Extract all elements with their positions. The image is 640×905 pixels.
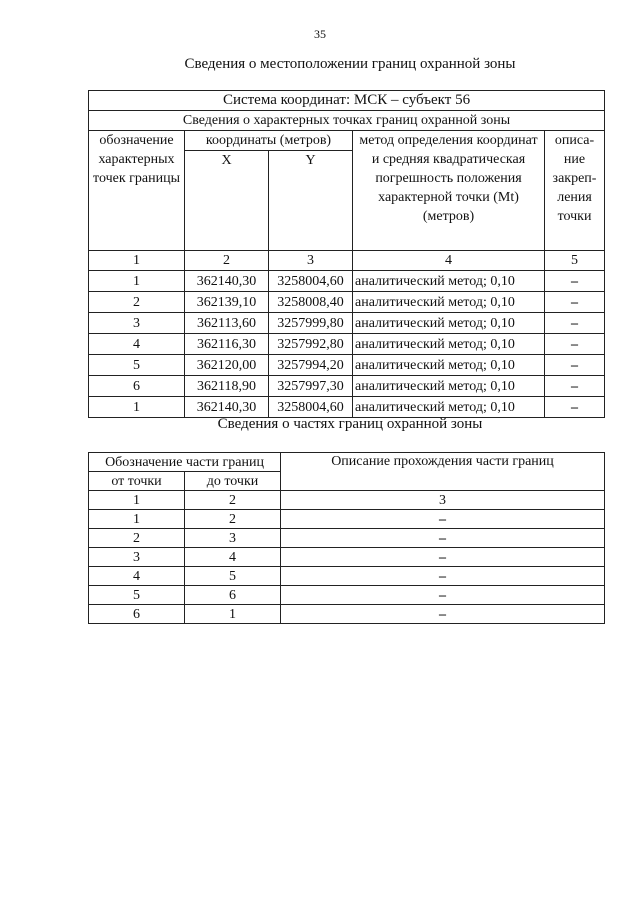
to-point: 6 — [185, 586, 281, 605]
to-point: 4 — [185, 548, 281, 567]
section-title-parts: Сведения о частях границ охранной зоны — [217, 416, 483, 432]
from-point: 1 — [89, 510, 185, 529]
table-row — [89, 548, 605, 567]
to-point: 2 — [185, 510, 281, 529]
column-number: 5 — [545, 251, 605, 271]
coord-y: 3257997,30 — [269, 376, 353, 397]
method-cell: аналитический метод; 0,10 — [353, 397, 545, 418]
description-cell: – — [545, 271, 605, 292]
to-point: 3 — [185, 529, 281, 548]
point-number: 1 — [89, 397, 185, 418]
table-row — [89, 292, 605, 313]
header-y: Y — [269, 151, 353, 251]
coord-x: 362116,30 — [185, 334, 269, 355]
column-number: 3 — [281, 491, 605, 510]
description-cell: – — [545, 292, 605, 313]
coord-x: 362140,30 — [185, 397, 269, 418]
table-row — [89, 605, 605, 624]
from-point: 5 — [89, 586, 185, 605]
table-row — [89, 376, 605, 397]
header-designation: Обозначение части границ — [89, 453, 281, 472]
point-number: 3 — [89, 313, 185, 334]
table-row — [89, 334, 605, 355]
coord-y: 3258004,60 — [269, 397, 353, 418]
header-method: метод определения координат и средняя квадратическая погрешность положения характерной точки (Mt) (метров) — [353, 131, 545, 251]
method-cell: аналитический метод; 0,10 — [353, 271, 545, 292]
to-point: 5 — [185, 567, 281, 586]
table-row — [89, 355, 605, 376]
method-cell: аналитический метод; 0,10 — [353, 376, 545, 397]
part-description: – — [281, 605, 605, 624]
coord-y: 3257994,20 — [269, 355, 353, 376]
header-part-description: Описание прохождения части границ — [281, 453, 605, 491]
table-row — [89, 529, 605, 548]
column-number: 1 — [89, 491, 185, 510]
method-cell: аналитический метод; 0,10 — [353, 355, 545, 376]
description-cell: – — [545, 376, 605, 397]
from-point: 3 — [89, 548, 185, 567]
description-cell: – — [545, 313, 605, 334]
table-row — [89, 271, 605, 292]
part-description: – — [281, 567, 605, 586]
coord-y: 3258004,60 — [269, 271, 353, 292]
column-number: 3 — [269, 251, 353, 271]
part-description: – — [281, 548, 605, 567]
header-to-point: до точки — [185, 472, 281, 491]
table-row — [89, 586, 605, 605]
table-row — [89, 567, 605, 586]
method-cell: аналитический метод; 0,10 — [353, 334, 545, 355]
section-title-boundaries: Сведения о местоположении границ охранной зоны — [184, 56, 516, 72]
method-cell: аналитический метод; 0,10 — [353, 313, 545, 334]
coord-y: 3257999,80 — [269, 313, 353, 334]
part-description: – — [281, 586, 605, 605]
table-row — [89, 510, 605, 529]
page-number: 35 — [314, 27, 326, 41]
table-row — [89, 313, 605, 334]
header-coordinates: координаты (метров) — [185, 131, 353, 151]
column-number: 2 — [185, 491, 281, 510]
boundary-points-table — [88, 90, 605, 418]
from-point: 2 — [89, 529, 185, 548]
part-description: – — [281, 510, 605, 529]
column-number: 2 — [185, 251, 269, 271]
coord-x: 362140,30 — [185, 271, 269, 292]
coord-x: 362113,60 — [185, 313, 269, 334]
description-cell: – — [545, 355, 605, 376]
table-subtitle: Сведения о характерных точках границ охранной зоны — [89, 111, 605, 131]
point-number: 2 — [89, 292, 185, 313]
part-description: – — [281, 529, 605, 548]
coord-y: 3257992,80 — [269, 334, 353, 355]
column-number: 1 — [89, 251, 185, 271]
coord-x: 362120,00 — [185, 355, 269, 376]
coord-x: 362118,90 — [185, 376, 269, 397]
method-cell: аналитический метод; 0,10 — [353, 292, 545, 313]
from-point: 6 — [89, 605, 185, 624]
header-point-label: обозначение характерных точек границы — [89, 131, 185, 251]
header-from-point: от точки — [89, 472, 185, 491]
header-description: описа-ние закреп-ления точки — [545, 131, 605, 251]
column-number: 4 — [353, 251, 545, 271]
boundary-parts-table — [88, 452, 605, 624]
coord-system-label: Система координат: МСК – субъект 56 — [89, 91, 605, 111]
point-number: 4 — [89, 334, 185, 355]
description-cell: – — [545, 397, 605, 418]
table-row — [89, 397, 605, 418]
description-cell: – — [545, 334, 605, 355]
point-number: 1 — [89, 271, 185, 292]
point-number: 5 — [89, 355, 185, 376]
from-point: 4 — [89, 567, 185, 586]
coord-x: 362139,10 — [185, 292, 269, 313]
coord-y: 3258008,40 — [269, 292, 353, 313]
point-number: 6 — [89, 376, 185, 397]
to-point: 1 — [185, 605, 281, 624]
header-x: X — [185, 151, 269, 251]
